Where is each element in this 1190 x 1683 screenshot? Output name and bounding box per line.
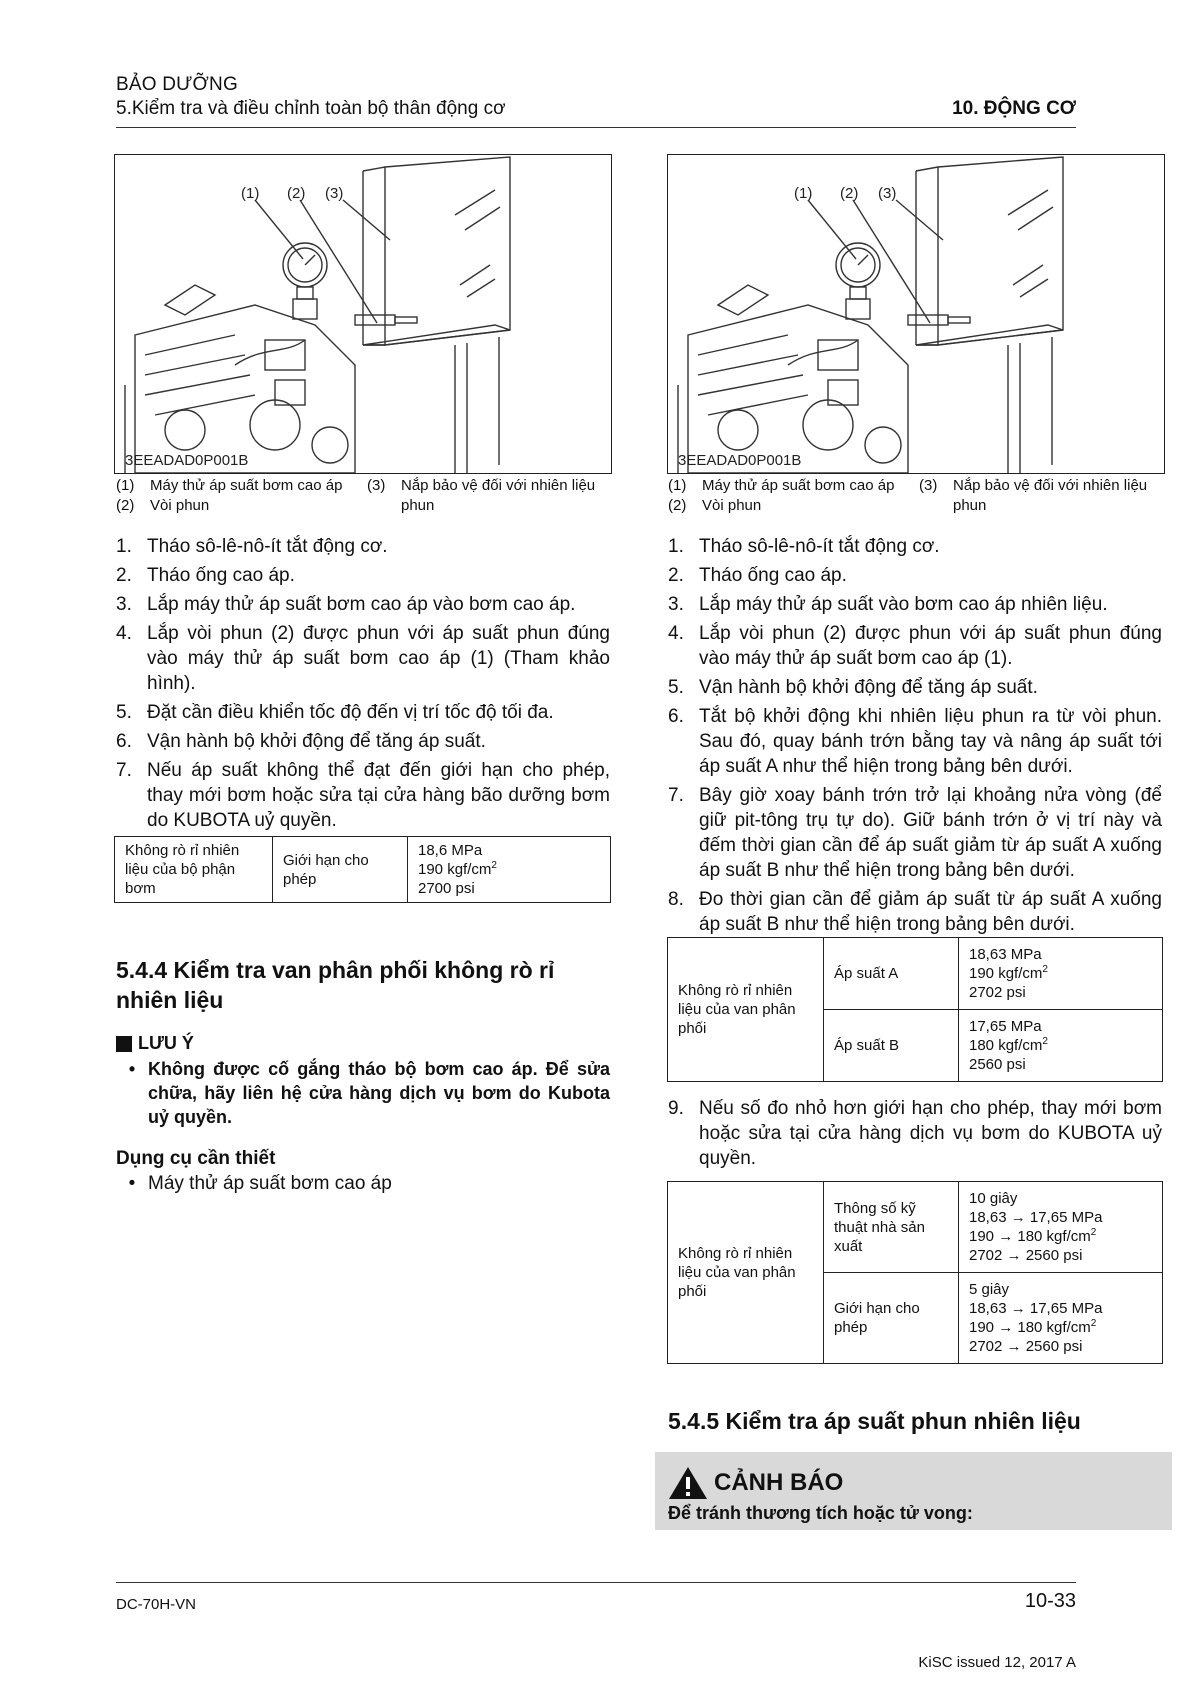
header-subsection: 5.Kiểm tra và điều chỉnh toàn bộ thân động cơ: [116, 98, 506, 119]
figure-caption-left: [116, 476, 616, 516]
figure-code: 3EEADAD0P001B: [125, 452, 249, 469]
table-cell: Giới hạn cho phép: [273, 837, 408, 903]
callout-2: (2): [840, 185, 859, 202]
header-chapter: 10. ĐỘNG CƠ: [952, 98, 1076, 119]
table-cell: Thông số kỹ thuật nhà sản xuất: [824, 1182, 959, 1273]
table-cell: 17,65 MPa 180 kgf/$cm^2$ 2560 psi: [959, 1010, 1163, 1082]
list-item: 5. Vận hành bộ khởi động để tăng áp suất.: [668, 677, 1038, 698]
warning-title: CẢNH BÁO: [668, 1466, 843, 1500]
list-item: 2. Tháo ống cao áp.: [668, 565, 847, 586]
list-item: 2. Tháo ống cao áp.: [116, 565, 295, 586]
list-item: 3. Lắp máy thử áp suất vào bơm cao áp nhiên liệu.: [668, 594, 1108, 615]
footer-divider: [116, 1582, 1076, 1583]
pump-tester-illustration: [115, 155, 611, 473]
table-cell: Không rò rỉ nhiên liệu của van phân phối: [668, 938, 824, 1082]
callout-2: (2): [287, 185, 306, 202]
table-cell: 5 giây 18,63 → 17,65 MPa 190 → 180 kgf/$cm^2$ 2702 → 2560 psi: [959, 1273, 1163, 1364]
caption-text: Nắp bảo vệ đối với nhiên liệu phun: [953, 477, 1148, 514]
list-item: 7. Nếu áp suất không thể đạt đến giới hạn cho phép, thay mới bơm hoặc sửa tại cửa hàng bão dưỡng bơm do KUBOTA uỷ quyền.: [116, 760, 610, 831]
list-item: 3. Lắp máy thử áp suất bơm cao áp vào bơm cao áp.: [116, 594, 576, 615]
pressure-ab-table: [667, 937, 1163, 1082]
figure-caption-right: [668, 476, 1168, 516]
table-cell: 18,63 MPa 190 kgf/$cm^2$ 2702 psi: [959, 938, 1163, 1010]
list-item: 1. Tháo sô-lê-nô-ít tắt động cơ.: [116, 536, 388, 557]
list-item: 6. Tắt bộ khởi động khi nhiên liệu phun ra từ vòi phun. Sau đó, quay bánh trớn bằng tay và nâng áp suất tới áp suất A như thể hiện trong bảng bên dưới.: [668, 706, 1162, 777]
table-cell: 18,6 MPa 190 kgf/$cm^2$ 2700 psi: [408, 837, 611, 903]
header-divider: [116, 127, 1076, 128]
list-item: 7. Bây giờ xoay bánh trớn trở lại khoảng nửa vòng (để giữ pit-tông trụ tự do). Giữ bánh trớn ở vị trí này và đếm thời gian cần để áp suất giảm từ áp suất A xuống áp suất B như thể hiện trong bảng bên dưới.: [668, 785, 1162, 881]
callout-3: (3): [878, 185, 897, 202]
caption-text: Vòi phun: [702, 497, 762, 514]
caption-num: (2): [668, 497, 687, 514]
caption-text: Máy thử áp suất bơm cao áp: [702, 477, 895, 494]
caption-num: (2): [116, 497, 135, 514]
figure-right: [667, 154, 1165, 474]
note-label: LƯU Ý: [116, 1033, 194, 1054]
footer-issue: KiSC issued 12, 2017 A: [918, 1654, 1076, 1671]
figure-left: [114, 154, 612, 474]
caption-num: (1): [668, 477, 687, 494]
pump-tester-illustration: [668, 155, 1164, 473]
right-procedure-list: [668, 534, 1162, 941]
table-cell: Áp suất B: [824, 1010, 959, 1082]
caption-num: (1): [116, 477, 135, 494]
section-heading: 5.4.4 Kiểm tra van phân phối không rò rỉ nhiên liệu: [116, 957, 555, 1013]
caption-num: (3): [367, 477, 386, 494]
tools-heading: Dụng cụ cần thiết: [116, 1148, 276, 1169]
list-item: 6. Vận hành bộ khởi động để tăng áp suất.: [116, 731, 486, 752]
pump-leak-spec-table: [114, 836, 611, 903]
tools-item: • Máy thử áp suất bơm cao áp: [128, 1173, 392, 1194]
left-procedure-list: [116, 534, 610, 837]
list-item: 4. Lắp vòi phun (2) được phun với áp suất phun đúng vào máy thử áp suất bơm cao áp (1) (Tham khảo hình).: [116, 623, 610, 694]
caption-num: (3): [919, 477, 938, 494]
list-item: 1. Tháo sô-lê-nô-ít tắt động cơ.: [668, 536, 940, 557]
table-cell: Áp suất A: [824, 938, 959, 1010]
note-item: • Không được cố gắng tháo bộ bơm cao áp. Để sửa chữa, hãy liên hệ cửa hàng dịch vụ bơm do Kubota uỷ quyền.: [128, 1059, 610, 1127]
footer-page-number: 10-33: [1024, 1590, 1076, 1612]
figure-code: 3EEADAD0P001B: [678, 452, 802, 469]
table-cell: Không rò rỉ nhiên liệu của van phân phối: [668, 1182, 824, 1364]
header-section: BẢO DƯỠNG: [116, 74, 238, 95]
warning-triangle-icon: [668, 1466, 708, 1500]
list-item: 8. Đo thời gian cần để giảm áp suất từ áp suất A xuống áp suất B như thể hiện trong bảng bên dưới.: [668, 889, 1162, 935]
note-square-icon: [116, 1036, 132, 1052]
table-cell: Giới hạn cho phép: [824, 1273, 959, 1364]
table-cell: 10 giây 18,63 → 17,65 MPa 190 → 180 kgf/$cm^2$ 2702 → 2560 psi: [959, 1182, 1163, 1273]
list-item: 9. Nếu số đo nhỏ hơn giới hạn cho phép, thay mới bơm hoặc sửa tại cửa hàng dịch vụ bơm do KUBOTA uỷ quyền.: [668, 1098, 1162, 1169]
list-item: 4. Lắp vòi phun (2) được phun với áp suất phun đúng vào máy thử áp suất bơm cao áp (1).: [668, 623, 1162, 669]
callout-1: (1): [794, 185, 813, 202]
caption-text: Nắp bảo vệ đối với nhiên liệu phun: [401, 477, 596, 514]
callout-1: (1): [241, 185, 260, 202]
footer-doc-code: DC-70H-VN: [116, 1596, 197, 1613]
right-procedure-list-cont: [668, 1096, 1162, 1175]
section-heading: 5.4.5 Kiểm tra áp suất phun nhiên liệu: [668, 1408, 1081, 1434]
table-cell: Không rò rỉ nhiên liệu của bộ phận bơm: [115, 837, 273, 903]
callout-3: (3): [325, 185, 344, 202]
caption-text: Máy thử áp suất bơm cao áp: [150, 477, 343, 494]
caption-text: Vòi phun: [150, 497, 210, 514]
leak-time-spec-table: [667, 1181, 1163, 1364]
warning-text: Để tránh thương tích hoặc tử vong:: [668, 1503, 973, 1523]
list-item: 5. Đặt cần điều khiển tốc độ đến vị trí tốc độ tối đa.: [116, 702, 554, 723]
